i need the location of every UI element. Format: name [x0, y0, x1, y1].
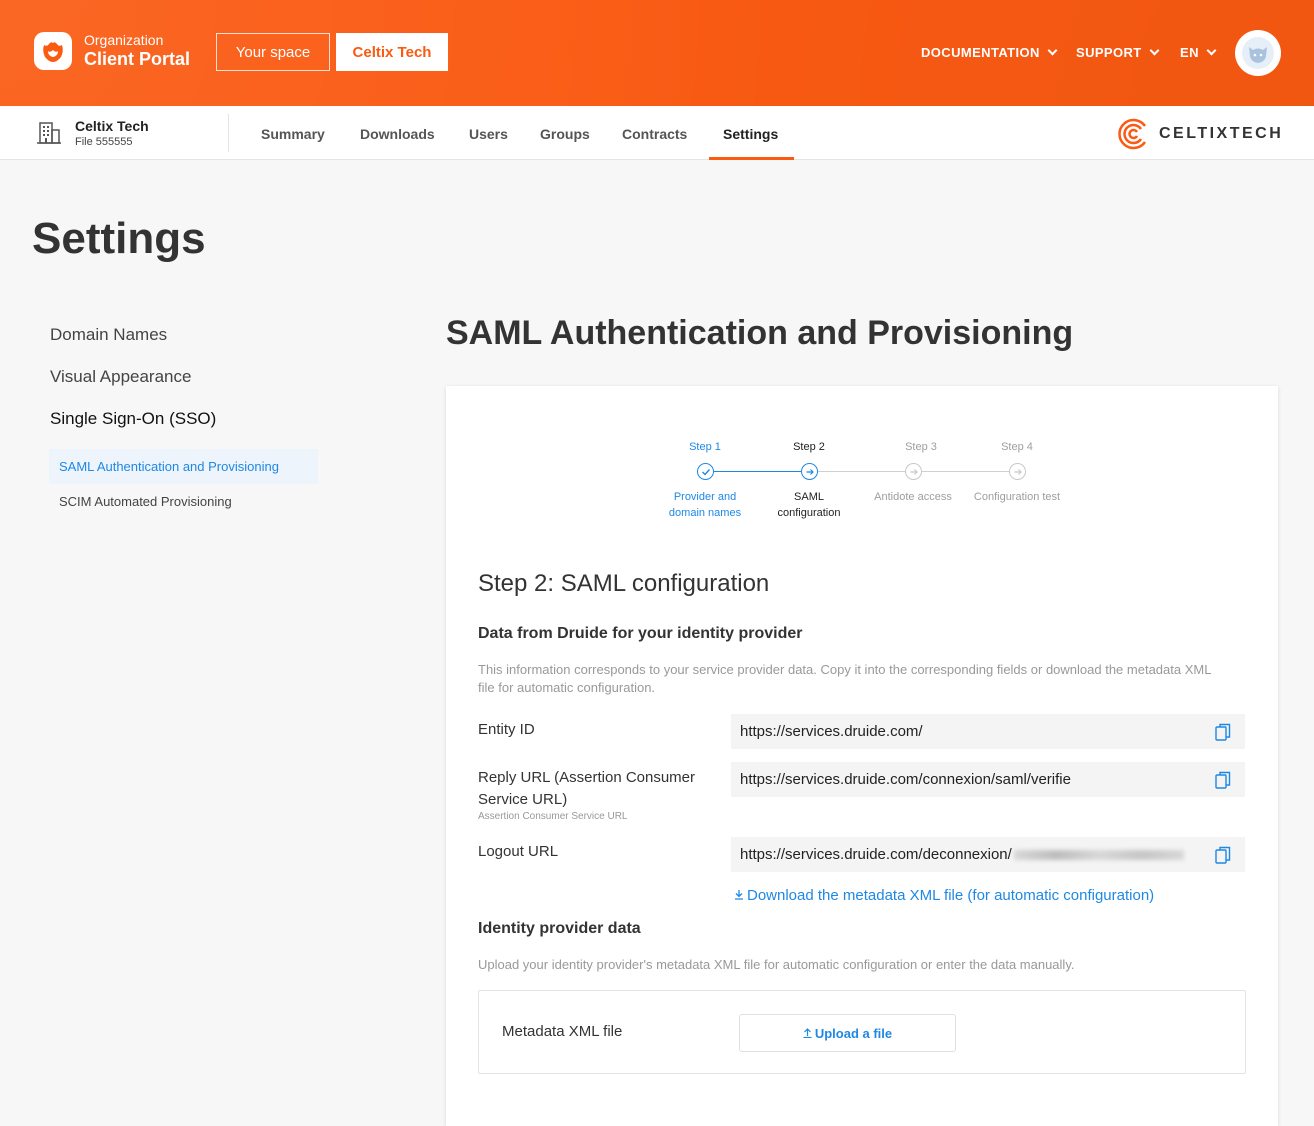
- upload-icon: [803, 1028, 812, 1038]
- sidebar-item-sso[interactable]: Single Sign-On (SSO): [50, 409, 217, 428]
- chevron-down-icon: [1206, 46, 1216, 56]
- reply-url-hint: Assertion Consumer Service URL: [478, 811, 628, 822]
- redacted-text: [1014, 850, 1184, 860]
- tab-settings[interactable]: Settings: [723, 126, 779, 142]
- step-2-desc-line2: configuration: [777, 507, 841, 519]
- step-1-description: [650, 489, 760, 521]
- brand-name: CELTIXTECH: [1159, 125, 1284, 142]
- avatar-icon: [1241, 36, 1275, 70]
- top-header: [0, 0, 1314, 106]
- reply-url-label: Reply URL (Assertion Consumer Service URL): [478, 769, 696, 808]
- tab-users[interactable]: Users: [469, 126, 508, 142]
- entity-id-label: Entity ID: [478, 721, 535, 738]
- tab-summary[interactable]: Summary: [261, 126, 325, 142]
- sp-data-title: Data from Druide for your identity provider: [478, 625, 803, 642]
- tab-contracts[interactable]: Contracts: [622, 126, 688, 142]
- step-1-check-icon: [697, 463, 714, 480]
- tab-groups[interactable]: Groups: [540, 126, 590, 142]
- metadata-upload-panel: [478, 990, 1246, 1074]
- step-connector: [714, 471, 801, 472]
- celtix-logo-icon: [1117, 117, 1151, 151]
- step-2-arrow-icon: [801, 463, 818, 480]
- org-file-number: File 555555: [75, 136, 133, 148]
- secondary-nav: [0, 106, 1314, 160]
- organization-button[interactable]: Celtix Tech: [336, 33, 448, 71]
- step-3-description: Antidote access: [874, 491, 952, 503]
- portal-name[interactable]: [84, 32, 190, 70]
- chevron-down-icon: [1047, 46, 1057, 56]
- idp-data-description: Upload your identity provider's metadata XML file for automatic configuration or enter the data manually.: [478, 957, 1075, 972]
- entity-id-field[interactable]: [731, 714, 1245, 749]
- step-2-description: [754, 489, 864, 521]
- reply-url-field[interactable]: [731, 762, 1245, 797]
- entity-id-value: https://services.druide.com/: [740, 723, 923, 740]
- step-1-label: Step 1: [689, 441, 721, 453]
- step-4-arrow-icon: [1009, 463, 1026, 480]
- nav-support[interactable]: [1076, 45, 1158, 60]
- language-label: EN: [1180, 45, 1199, 60]
- chevron-down-icon: [1149, 46, 1159, 56]
- download-metadata-label: Download the metadata XML file (for automatic configuration): [747, 887, 1155, 904]
- portal-name-big: Client Portal: [84, 49, 191, 69]
- copy-icon[interactable]: [1215, 846, 1231, 864]
- step-1-desc-line1: Provider and: [673, 491, 737, 503]
- tab-downloads[interactable]: Downloads: [360, 126, 435, 142]
- step-4-label: Step 4: [1001, 441, 1033, 453]
- sidebar-item-domain-names[interactable]: Domain Names: [50, 325, 168, 344]
- step-2-desc-line1: SAML: [794, 491, 824, 503]
- logout-url-label: Logout URL: [478, 843, 559, 860]
- building-icon: [37, 122, 61, 144]
- sidebar-subitem-saml[interactable]: SAML Authentication and Provisioning: [49, 449, 318, 484]
- copy-icon[interactable]: [1215, 723, 1231, 741]
- download-icon: [734, 889, 744, 900]
- section-title: SAML Authentication and Provisioning: [446, 314, 1074, 352]
- nav-documentation-label: DOCUMENTATION: [921, 45, 1040, 60]
- active-tab-indicator: [709, 157, 794, 160]
- step-connector: [818, 471, 905, 472]
- logout-url-value: https://services.druide.com/deconnexion/: [740, 846, 1012, 863]
- download-metadata-link[interactable]: [734, 887, 1154, 904]
- logout-url-field[interactable]: [731, 837, 1245, 872]
- stepper: [446, 386, 1278, 526]
- idp-data-title: Identity provider data: [478, 920, 641, 937]
- org-name: Celtix Tech: [75, 118, 149, 134]
- step-title: Step 2: SAML configuration: [478, 570, 770, 597]
- portal-logo-icon[interactable]: [34, 32, 72, 70]
- sidebar-subitem-scim[interactable]: SCIM Automated Provisioning: [59, 494, 232, 509]
- nav-support-label: SUPPORT: [1076, 45, 1142, 60]
- language-selector[interactable]: [1180, 45, 1215, 60]
- step-connector: [922, 471, 1009, 472]
- step-3-label: Step 3: [905, 441, 937, 453]
- metadata-file-label: Metadata XML file: [502, 1023, 623, 1040]
- step-4-description: Configuration test: [973, 491, 1061, 503]
- nav-documentation[interactable]: [921, 45, 1056, 60]
- user-avatar[interactable]: [1235, 30, 1281, 76]
- upload-file-button[interactable]: [739, 1014, 956, 1052]
- step-2-label: Step 2: [793, 441, 825, 453]
- page-title: Settings: [32, 214, 206, 263]
- brand-logo: [1117, 117, 1283, 151]
- portal-name-small: Organization: [84, 32, 164, 48]
- sidebar-item-visual-appearance[interactable]: Visual Appearance: [50, 367, 192, 386]
- your-space-button[interactable]: Your space: [216, 33, 330, 71]
- copy-icon[interactable]: [1215, 771, 1231, 789]
- sp-data-description: This information corresponds to your service provider data. Copy it into the corresponding fields or download the metadata XML file for automatic configuration.: [478, 662, 1211, 695]
- saml-config-card: [446, 386, 1278, 1126]
- step-1-desc-line2: domain names: [668, 507, 742, 519]
- reply-url-value: https://services.druide.com/connexion/saml/verifie: [740, 771, 1071, 788]
- upload-file-label: Upload a file: [814, 1025, 893, 1041]
- divider: [228, 114, 229, 152]
- step-3-arrow-icon: [905, 463, 922, 480]
